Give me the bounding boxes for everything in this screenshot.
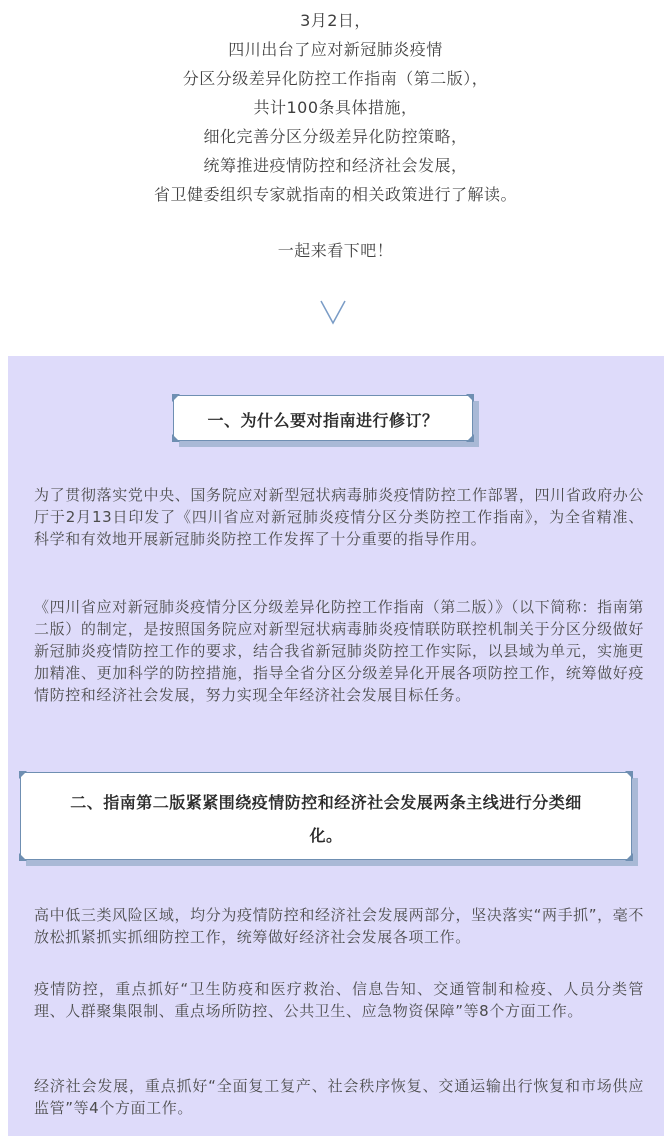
section2-paragraph: 高中低三类风险区域，均分为疫情防控和经济社会发展两部分，坚决落实“两手抓”，毫不放松抓紧抓实抓细防控工作，统筹做好经济社会发展各项工作。: [34, 906, 644, 946]
chevron-down-icon: [319, 299, 347, 325]
section1-paragraph: 为了贯彻落实党中央、国务院应对新型冠状病毒肺炎疫情防控工作部署，四川省政府办公厅于2月13日印发了《四川省应对新冠肺炎疫情分区分类防控工作指南》，为全省精准、科学和有效地开展新冠肺炎防控工作发挥了十分重要的指导作用。: [34, 486, 644, 548]
corner-icon: [172, 394, 180, 402]
intro-line: 统筹推进疫情防控和经济社会发展，: [203, 156, 468, 175]
corner-icon: [625, 771, 633, 779]
corner-icon: [172, 434, 180, 442]
section1-title: 一、为什么要对指南进行修订？: [207, 411, 439, 430]
intro-line: 省卫健委组织专家就指南的相关政策进行了解读。: [153, 185, 517, 204]
intro-cta: 一起来看下吧！: [277, 241, 394, 260]
corner-icon: [466, 394, 474, 402]
intro-line: 四川出台了应对新冠肺炎疫情: [228, 40, 443, 59]
corner-icon: [466, 434, 474, 442]
section2-paragraph: 疫情防控，重点抓好“卫生防疫和医疗救治、信息告知、交通管制和检疫、人员分类管理、人群聚集限制、重点场所防控、公共卫生、应急物资保障”等8个方面工作。: [34, 980, 644, 1020]
intro-line: 分区分级差异化防控工作指南（第二版），: [182, 69, 489, 88]
corner-icon: [625, 853, 633, 861]
section2-title-line2: 化。: [309, 826, 343, 845]
intro-line: 3月2日，: [300, 11, 371, 30]
section2-banner: [20, 772, 632, 860]
intro-line: 细化完善分区分级差异化防控策略，: [203, 127, 468, 146]
section2-paragraph: 经济社会发展，重点抓好“全面复工复产、社会秩序恢复、交通运输出行恢复和市场供应监管”等4个方面工作。: [34, 1077, 644, 1117]
content-panel: [8, 356, 664, 1136]
section2-title-line1: 二、指南第二版紧紧围绕疫情防控和经济社会发展两条主线进行分类细: [70, 793, 582, 812]
section1-paragraph: 《四川省应对新冠肺炎疫情分区分级差异化防控工作指南（第二版）》（以下简称：指南第二版）的制定，是按照国务院应对新型冠状病毒肺炎疫情联防联控机制关于分区分级做好新冠肺炎疫情防控工作的要求，结合我省新冠肺炎防控工作实际，以县域为单元，实施更加精准、更加科学的防控措施，指导全省分区分级差异化开展各项防控工作，统筹做好疫情防控和经济社会发展，努力实现全年经济社会发展目标任务。: [34, 598, 644, 704]
intro-line: 共计100条具体措施，: [253, 98, 418, 117]
section1-banner: [173, 395, 473, 441]
corner-icon: [19, 853, 27, 861]
corner-icon: [19, 771, 27, 779]
